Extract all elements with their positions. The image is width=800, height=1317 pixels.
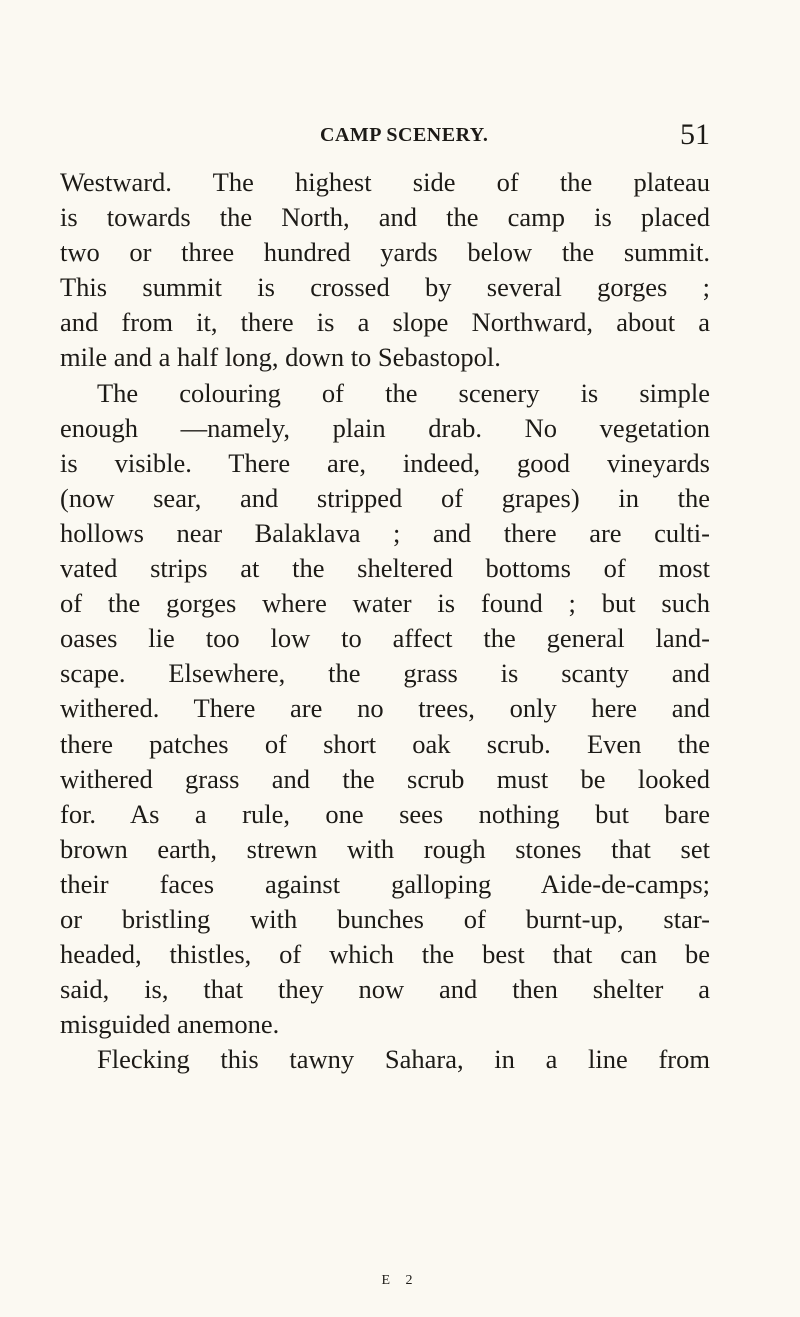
text-line: is visible. There are, indeed, good vineyards (60, 447, 710, 478)
text-line: This summit is crossed by several gorges ; (60, 272, 710, 303)
text-line: The colouring of the scenery is simple (97, 377, 710, 408)
text-line: hollows near Balaklava ; and there are culti- (60, 517, 710, 548)
text-line: (now sear, and stripped of grapes) in the (60, 482, 710, 513)
body-text (60, 165, 710, 1077)
text-line: or bristling with bunches of burnt-up, star- (60, 903, 710, 934)
text-line: Flecking this tawny Sahara, in a line from (97, 1044, 710, 1075)
text-line: misguided anemone. (60, 1009, 280, 1040)
text-line: vated strips at the sheltered bottoms of most (60, 553, 710, 584)
text-line: brown earth, strewn with rough stones that set (60, 833, 710, 864)
text-line: their faces against galloping Aide-de-camps; (60, 868, 710, 899)
text-line: oases lie too low to affect the general land- (60, 623, 710, 654)
text-line: said, is, that they now and then shelter a (60, 974, 710, 1005)
text-line: two or three hundred yards below the summit. (60, 237, 710, 268)
running-head (60, 118, 710, 158)
text-line: and from it, there is a slope Northward, about a (60, 307, 710, 338)
text-line: Westward. The highest side of the plateau (60, 167, 710, 197)
text-line: scape. Elsewhere, the grass is scanty and (60, 658, 710, 689)
text-line: mile and a half long, down to Sebastopol. (60, 342, 501, 373)
text-line: headed, thistles, of which the best that can be (60, 939, 710, 970)
text-line: there patches of short oak scrub. Even the (60, 728, 710, 759)
running-title: CAMP SCENERY. (320, 124, 489, 146)
text-line: for. As a rule, one sees nothing but bare (60, 798, 710, 829)
signature-mark: E 2 (381, 1273, 419, 1288)
page-number: 51 (680, 118, 710, 151)
text-line: withered grass and the scrub must be looked (60, 763, 710, 794)
text-line: withered. There are no trees, only here and (60, 693, 710, 724)
text-line: of the gorges where water is found ; but such (60, 588, 710, 619)
text-line: enough —namely, plain drab. No vegetation (60, 412, 710, 443)
text-line: is towards the North, and the camp is placed (60, 202, 710, 233)
